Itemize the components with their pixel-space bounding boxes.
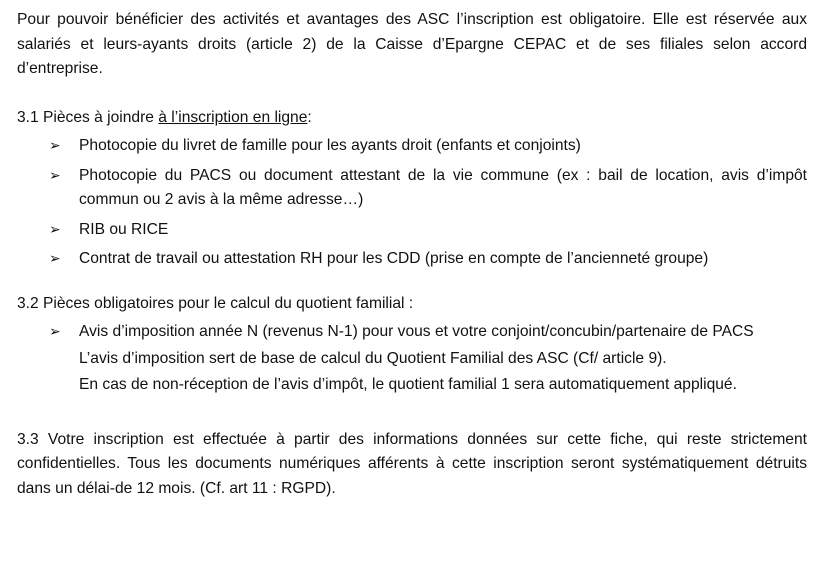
list-item-text: RIB ou RICE: [79, 220, 169, 238]
list-item: [17, 164, 807, 213]
arrow-bullet-icon: ➢: [49, 324, 61, 340]
section-3-2-list: [17, 320, 807, 398]
section-3-1: [17, 106, 807, 272]
arrow-bullet-icon: ➢: [49, 251, 61, 267]
arrow-bullet-icon: ➢: [49, 167, 61, 184]
online-registration-underlined: à l’inscription en ligne: [158, 108, 308, 126]
arrow-bullet-icon: ➢: [49, 138, 61, 154]
section-3-1-list: [17, 134, 807, 272]
section-3-1-heading-suffix: :: [307, 108, 312, 126]
list-item: [17, 134, 807, 159]
section-3-2: [17, 292, 807, 398]
quotient-note: L’avis d’imposition sert de base de calcul du Quotient Familial des ASC (Cf/ article 9).: [79, 349, 667, 367]
section-3-2-heading: 3.2 Pièces obligatoires pour le calcul du quotient familial :: [17, 294, 414, 312]
list-item: [17, 247, 807, 272]
section-3-3-paragraph: 3.3 Votre inscription est effectuée à partir des informations données sur cette fiche, qui reste strictement confidentielles. Tous les documents numériques afférents à cette inscription seront systématiquement détruits dans un délai-de 12 mois. (Cf. art 11 : RGPD).: [17, 430, 807, 497]
intro-paragraph: Pour pouvoir bénéficier des activités et avantages des ASC l’inscription est obligatoire. Elle est réservée aux salariés et leurs-ayants droits (article 2) de la Caisse d’Epargne CEPAC et de ses filiales selon accord d’entreprise.: [17, 11, 807, 77]
non-reception-note: En cas de non-réception de l’avis d’impôt, le quotient familial 1 sera automatiquement appliqué.: [79, 376, 737, 393]
list-item-text: Photocopie du PACS ou document attestant de la vie commune (ex : bail de location, avis d’impôt commun ou 2 avis à la même adresse…): [79, 166, 807, 208]
list-item: [17, 218, 807, 243]
arrow-bullet-icon: ➢: [49, 221, 61, 238]
section-3-1-heading: [17, 106, 807, 131]
list-item-text: Avis d’imposition année N (revenus N-1) pour vous et votre conjoint/concubin/partenaire de PACS: [79, 323, 754, 340]
list-item-text: Contrat de travail ou attestation RH pour les CDD (prise en compte de l’ancienneté groupe): [79, 250, 709, 267]
document-page: [17, 8, 807, 501]
list-item-text: Photocopie du livret de famille pour les ayants droit (enfants et conjoints): [79, 137, 581, 154]
section-3-1-heading-prefix: 3.1 Pièces à joindre: [17, 108, 159, 126]
list-item: [17, 320, 807, 398]
